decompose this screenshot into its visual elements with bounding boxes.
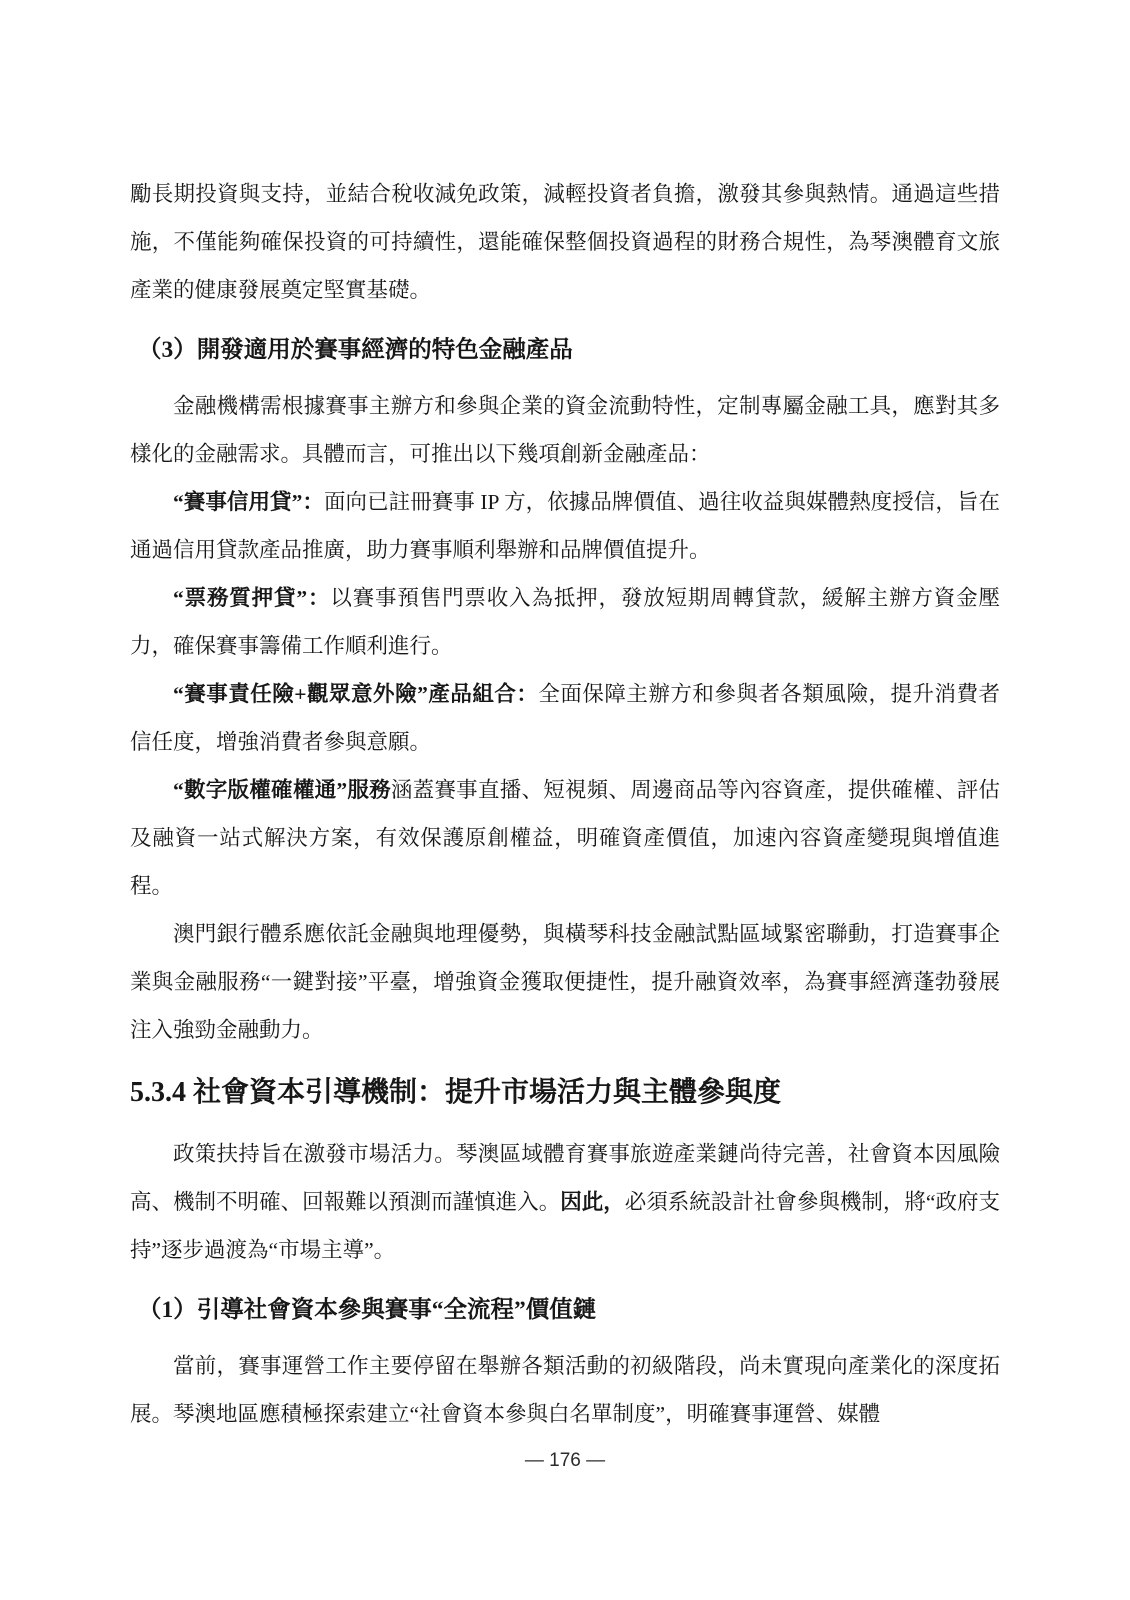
paragraph-intro: 金融機構需根據賽事主辦方和參與企業的資金流動特性，定制專屬金融工具，應對其多樣化的金融需求。具體而言，可推出以下幾項創新金融產品： — [130, 394, 1000, 466]
paragraph-policy-support — [130, 1130, 1000, 1274]
heading-section-5-3-4: 5.3.4 社會資本引導機制：提升市場活力與主體參與度 — [130, 1077, 782, 1108]
heading-special-financial-products: （3）開發適用於賽事經濟的特色金融產品 — [138, 337, 573, 363]
item-insurance-lead: “賽事責任險+觀眾意外險”產品組合： — [173, 682, 539, 706]
policy-post: 必須系統設計社會參與機制，將“政府支持”逐步過渡為“市場主導”。 — [130, 1190, 1000, 1262]
heading-guide-social-capital: （1）引導社會資本參與賽事“全流程”價值鏈 — [138, 1297, 597, 1323]
policy-bold: 因此， — [560, 1190, 625, 1214]
paragraph-current-status: 當前，賽事運營工作主要停留在舉辦各類活動的初級階段，尚未實現向產業化的深度拓展。琴澳地區應積極探索建立“社會資本參與白名單制度”，明確賽事運營、媒體 — [130, 1354, 1000, 1426]
item-ticket-lead: “票務質押貸”： — [173, 586, 331, 610]
paragraph-macau-bank: 澳門銀行體系應依託金融與地理優勢，與橫琴科技金融試點區域緊密聯動，打造賽事企業與金融服務“一鍵對接”平臺，增強資金獲取便捷性，提升融資效率，為賽事經濟蓬勃發展注入強勁金融動力。 — [130, 922, 1000, 1042]
item-credit-lead: “賽事信用貸”： — [173, 490, 324, 514]
item-ticket-rest: 以賽事預售門票收入為抵押，發放短期周轉貸款，緩解主辦方資金壓力，確保賽事籌備工作順利進行。 — [130, 586, 1000, 658]
paragraph-item-digital-copyright — [130, 766, 1000, 910]
policy-pre: 政策扶持旨在激發市場活力。琴澳區域體育賽事旅遊產業鏈尚待完善，社會資本因風險高、機制不明確、回報難以預測而謹慎進入。 — [130, 1142, 1000, 1214]
item-copyright-rest: 涵蓋賽事直播、短視頻、周邊商品等內容資產，提供確權、評估及融資一站式解決方案，有效保護原創權益，明確資產價值，加速內容資產變現與增值進程。 — [130, 778, 1000, 898]
paragraph-item-ticket-pledge-loan — [130, 574, 1000, 670]
item-copyright-lead: “數字版權確權通”服務 — [173, 778, 391, 802]
item-credit-rest: 面向已註冊賽事 IP 方，依據品牌價值、過往收益與媒體熱度授信，旨在通過信用貸款產品推廣，助力賽事順利舉辦和品牌價值提升。 — [130, 490, 1000, 562]
paragraph-continuation: 勵長期投資與支持，並結合稅收減免政策，減輕投資者負擔，激發其參與熱情。通過這些措施，不僅能夠確保投資的可持續性，還能確保整個投資過程的財務合規性，為琴澳體育文旅產業的健康發展奠定堅實基礎。 — [130, 182, 1000, 302]
paragraph-item-credit-loan — [130, 478, 1000, 574]
item-insurance-rest: 全面保障主辦方和參與者各類風險，提升消費者信任度，增強消費者參與意願。 — [130, 682, 1000, 754]
page-number: — 176 — — [524, 1450, 606, 1471]
paragraph-item-insurance-combo — [130, 670, 1000, 766]
